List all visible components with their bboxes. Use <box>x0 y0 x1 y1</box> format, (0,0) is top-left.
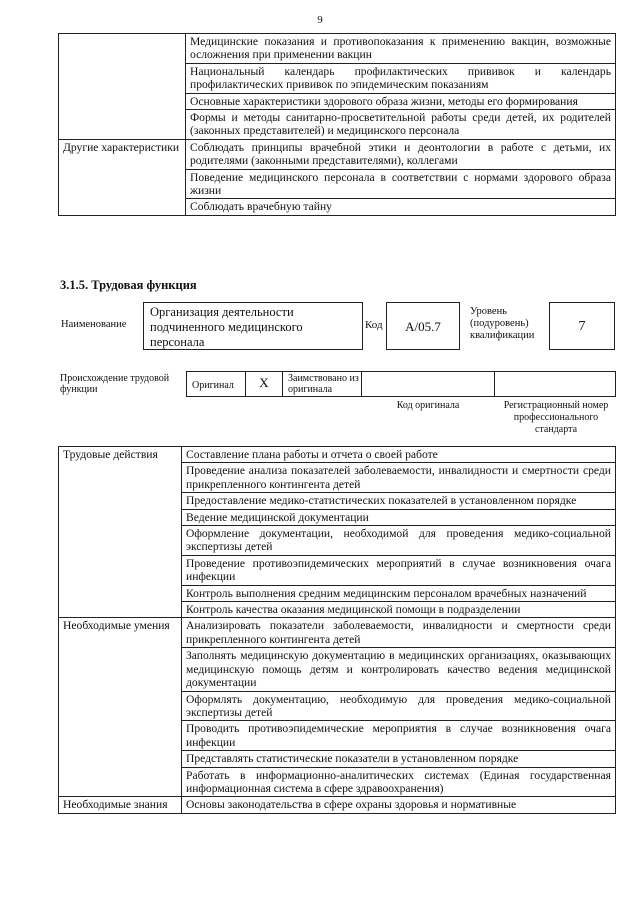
borrowed-cell <box>282 371 362 397</box>
code-original-cell <box>361 371 495 397</box>
table-row <box>59 797 616 813</box>
row-text: Медицинские показания и противопоказания к применению вакцин, возможные осложнения при применении вакцин <box>186 34 616 64</box>
original-cell <box>186 371 246 397</box>
row-label <box>59 169 186 199</box>
level-value: 7 <box>578 319 586 334</box>
table-row <box>59 169 616 199</box>
row-label <box>59 93 186 109</box>
reg-number-caption: Регистрационный номер профессионального стандарта <box>503 400 609 435</box>
group-item: Проводить противоэпидемические мероприятия в случае возникновения очага инфекции <box>182 721 616 751</box>
code-original-caption: Код оригинала <box>396 400 460 411</box>
row-label <box>59 110 186 140</box>
group-item: Заполнять медицинскую документацию в медицинских организациях, оказывающих медицинскую помощь детям и контролировать качество ведения медицинской документации <box>182 648 616 691</box>
row-text: Формы и методы санитарно-просветительной работы среди детей, их родителей (законных представителей) и медицинского персонала <box>186 110 616 140</box>
original-mark-cell <box>245 371 283 397</box>
table-row <box>59 34 616 64</box>
top-characteristics-table <box>58 33 616 216</box>
function-name-value: Организация деятельности подчиненного медицинского персонала <box>150 305 303 349</box>
group-item: Предоставление медико-статистических показателей в установленном порядке <box>182 493 616 509</box>
table-row <box>59 63 616 93</box>
group-label: Необходимые знания <box>59 797 182 813</box>
row-label <box>59 63 186 93</box>
group-item: Работать в информационно-аналитических системах (Единая государственная информационная система в сфере здравоохранения) <box>182 767 616 797</box>
page-number: 9 <box>317 14 323 26</box>
table-row <box>59 139 616 169</box>
name-label: Наименование <box>61 319 127 330</box>
row-text: Основные характеристики здорового образа жизни, методы его формирования <box>186 93 616 109</box>
code-label: Код <box>365 319 383 331</box>
level-box <box>549 302 615 350</box>
group-item: Проведение противоэпидемических мероприятий в случае возникновения очага инфекции <box>182 555 616 585</box>
table-row <box>59 93 616 109</box>
group-item: Контроль выполнения средним медицинским персоналом врачебных назначений <box>182 585 616 601</box>
table-row <box>59 199 616 215</box>
row-text: Соблюдать принципы врачебной этики и деонтологии в работе с детьми, их родителями (законными представителями), коллегами <box>186 139 616 169</box>
reg-number-cell <box>494 371 616 397</box>
function-name-box <box>143 302 363 350</box>
group-item: Контроль качества оказания медицинской помощи в подразделении <box>182 602 616 618</box>
original-label: Оригинал <box>192 380 234 391</box>
group-item: Оформлять документацию, необходимую для проведения медико-социальной экспертизы детей <box>182 691 616 721</box>
row-label <box>59 199 186 215</box>
function-code-value: А/05.7 <box>405 319 441 334</box>
row-text: Соблюдать врачебную тайну <box>186 199 616 215</box>
original-mark: X <box>259 375 269 390</box>
table-row <box>59 110 616 140</box>
table-row <box>59 447 616 463</box>
group-item: Анализировать показатели заболеваемости, инвалидности и смертности среди прикрепленного контингента детей <box>182 618 616 648</box>
section-heading: 3.1.5. Трудовая функция <box>60 278 197 292</box>
labor-function-table <box>58 446 616 814</box>
group-item: Представлять статистические показатели в установленном порядке <box>182 751 616 767</box>
group-item: Основы законодательства в сфере охраны здоровья и нормативные <box>182 797 616 813</box>
group-item: Составление плана работы и отчета о своей работе <box>182 447 616 463</box>
row-label: Другие характеристики <box>59 139 186 169</box>
level-label: Уровень (подуровень) квалификации <box>470 306 535 341</box>
row-text: Поведение медицинского персонала в соответствии с нормами здорового образа жизни <box>186 169 616 199</box>
group-item: Ведение медицинской документации <box>182 509 616 525</box>
group-item: Проведение анализа показателей заболеваемости, инвалидности и смертности среди прикрепленного контингента детей <box>182 463 616 493</box>
borrowed-label: Заимствовано из оригинала <box>288 373 359 395</box>
group-label: Необходимые умения <box>59 618 182 797</box>
row-label <box>59 34 186 64</box>
table-row <box>59 618 616 648</box>
function-code-box <box>386 302 460 350</box>
group-label: Трудовые действия <box>59 447 182 618</box>
row-text: Национальный календарь профилактических прививок и календарь профилактических прививок по эпидемическим показаниям <box>186 63 616 93</box>
origin-label: Происхождение трудовой функции <box>60 373 170 395</box>
group-item: Оформление документации, необходимой для проведения медико-социальной экспертизы детей <box>182 526 616 556</box>
